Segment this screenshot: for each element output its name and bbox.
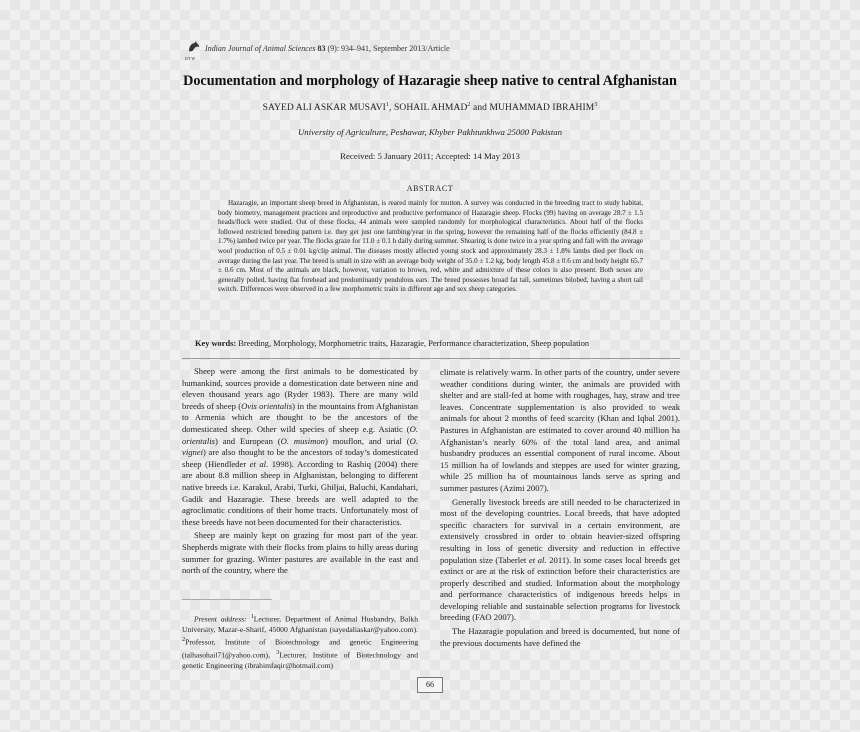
journal-logo-icon: [186, 40, 202, 56]
author-1-mark: 1: [385, 102, 390, 108]
left-paragraph-2: Sheep are mainly kept on grazing for most part of the year. Shepherds migrate with their flocks from plains to hilly areas during summer for grazing. Winter pastures are available in the east and north of the country, where the: [182, 530, 418, 576]
logo-text: DTW: [185, 56, 196, 61]
right-paragraph-2: [440, 497, 680, 625]
paper-title: Documentation and morphology of Hazaragie sheep native to central Afghanistan: [183, 73, 677, 89]
section-divider: [182, 358, 680, 359]
species-name: O. orientalis: [182, 423, 418, 446]
text-run: Lecturer, Department of Animal Husbandry, Balkh University, Mazar-e-Sharif, 45000 Afghanistan (sayedaliaskar@yahoo.com).: [182, 614, 418, 634]
text-run: ) in the mountains from Afghanistan to Armenia which are thought to be the ancestors of the domesticated sheep. Other wild species of sheep e.g. Asiatic (: [182, 400, 418, 434]
text-run: 1998). According to Rashiq (2004) there are about 8.8 million sheep in Afghanistan, belonging to different native breeds i.e. Karakul, Arabi, Turki, Ghiljai, Baluchi, Kandahari, Gadik and Hazaragie. These breeds are well adapted to the agroclimatic conditions of their home tracts. Unfortunately most of these breeds have not been documented for their characteristics.: [182, 458, 418, 527]
footnote-rule: [182, 599, 272, 600]
species-name: O. vignei: [182, 435, 418, 458]
author-3-mark: 3: [594, 102, 598, 108]
keywords: [195, 339, 675, 348]
footnote-mark: 2: [182, 636, 186, 644]
left-paragraph-1: [182, 366, 418, 528]
text-run: Lecturer, Institute of Biotechnology and genetic Engineering (ibrahimfaqir@hotmail.com): [182, 650, 418, 670]
received-dates: Received: 5 January 2011; Accepted: 14 May 2013: [340, 151, 520, 161]
text-run: ) and European (: [214, 435, 281, 446]
journal-issue-pages: (9): 934–941, September 2013/Article: [325, 44, 450, 53]
species-name: Ovis orientalis: [241, 400, 293, 411]
author-1: SAYED ALI ASKAR MUSAVI: [262, 103, 386, 114]
author-conjunction: and: [473, 103, 488, 114]
text-run: ) mouflon, and urial (: [324, 435, 410, 446]
citation-etal: et al.: [249, 458, 269, 469]
footnote-mark: 1: [250, 613, 254, 620]
page-number: 66: [417, 677, 443, 693]
right-paragraph-1: climate is relatively warm. In other parts of the country, under severe weather conditions during winter, the animals are provided with shelter and are stall-fed at home with roughages, hay, straw and tree leaves. Concentrate supplementation is also provided to weak animals for about 2 months of feed scarcity (Khan and Iqbal 2001). Pastures in Afghanistan are estimated to cover around 40 million ha Afghanistan’s nearly 60% of the total land area, and animal husbandry produces an essential component of rural income. About 15 million ha of lowlands and steppes are used for winter grazing, while 25 million ha of mountainous lands serve as spring and summer pastures (Azimi 2007).: [440, 367, 680, 493]
text-run: Sheep were among the first animals to be domesticated by humankind, sources provide a domestication date between nine and eleven thousand years ago (Ryder 1983). There are many wild breeds of sheep (: [182, 366, 418, 411]
author-2-mark: 2: [467, 102, 471, 108]
affiliation: University of Agriculture, Peshawar, Khyber Pakhtunkhwa 25000 Pakistan: [297, 127, 563, 137]
journal-name: Indian Journal of Animal Sciences: [205, 44, 316, 53]
journal-volume: 83: [317, 44, 326, 53]
abstract-body: Hazaragie, an important sheep breed in Afghanistan, is reared mainly for mutton. A survey was conducted in the breeding tract to study habitat, body biometry, management practices and reproductive and productive performance of Hazaragie sheep. Flocks (99) having on average 28.7 ± 1.5 heads/flock were studied. Out of these flocks, 44 animals were sampled randomly for morphological characteristics. About half of the flocks followed restricted breeding pattern i.e. they get just one lambing/year in the spring, however the remaining half of the flocks efficiently (84.8 ± 1.7%) lambed twice per year. The flocks graze for 11.0 ± 0.1 h daily during summer. Shearing is done twice in a year spring and fall with the average wool production of 0.5 ± 0.01 kg/clip animal. The diseases mostly affected young stock and approximately 28.3 ± 1.8% lambs died per flock on average during the last year. The breed is small in size with an average body weight of 35.0 ± 1.2 kg, body length 45.8 ± 0.6 cm and body height 65.7 ± 0.6 cm. Most of the animals are black, however, variation to brown, red, white and admixture of these colors is also present. Both sexes are generally polled, having flat forehead and predominantly pendulous ears. The breed possesses broad fat tail, sometimes bilobed, having a short tail switch. Differences were observed in a few morphometric traits in different age and sex sheep categories.: [218, 199, 643, 294]
footnote-label: Present address:: [194, 614, 247, 624]
text-run: Generally livestock breeds are still needed to be characterized in most of the developing countries. Local breeds, that have adopted specific characters for survival in a certain environment, are extensively crossbred in order to obtain heavier-sized offspring resulting in loss of genetic diversity and reduction in effective population size (Taberlet: [440, 496, 680, 565]
citation-etal: et al.: [528, 554, 547, 565]
keywords-label: Key words:: [195, 339, 237, 348]
keywords-text: Breeding, Morphology, Morphometric traits, Hazaragie, Performance characterization, Sheep population: [238, 339, 590, 348]
journal-header: [205, 44, 450, 53]
text-run: 2011). In some cases local breeds get extinct or are at the risk of extinction before their characteristics are properly described and studied. Information about the morphology and performance characteristics of indigenous breeds helps in developing reliable and sustainable selection programs for livestock breeding (FAO 2007).: [440, 554, 681, 623]
species-name: O. musimon: [280, 435, 325, 446]
text-run: ) are also thought to be the ancestors of today’s domesticated sheep (Hiendleder: [182, 447, 418, 469]
author-2: SOHAIL AHMAD: [393, 103, 468, 114]
author-list: SAYED ALI ASKAR MUSAVI$^1$, SOHAIL AHMAD$^2$ and MUHAMMAD IBRAHIM$^3$: [262, 102, 598, 114]
abstract-heading: ABSTRACT: [406, 184, 454, 193]
footnote: [182, 612, 418, 671]
footnote-mark: 3: [276, 648, 280, 656]
author-3: MUHAMMAD IBRAHIM: [489, 103, 595, 114]
left-column: [182, 366, 418, 577]
text-run: Professor, Institute of Biotechnology and genetic Engineering (talhasohail71@yahoo.com),: [182, 637, 418, 660]
right-paragraph-3: The Hazaragie population and breed is documented, but none of the previous documents have defined the: [440, 626, 680, 648]
right-column: [440, 367, 680, 649]
